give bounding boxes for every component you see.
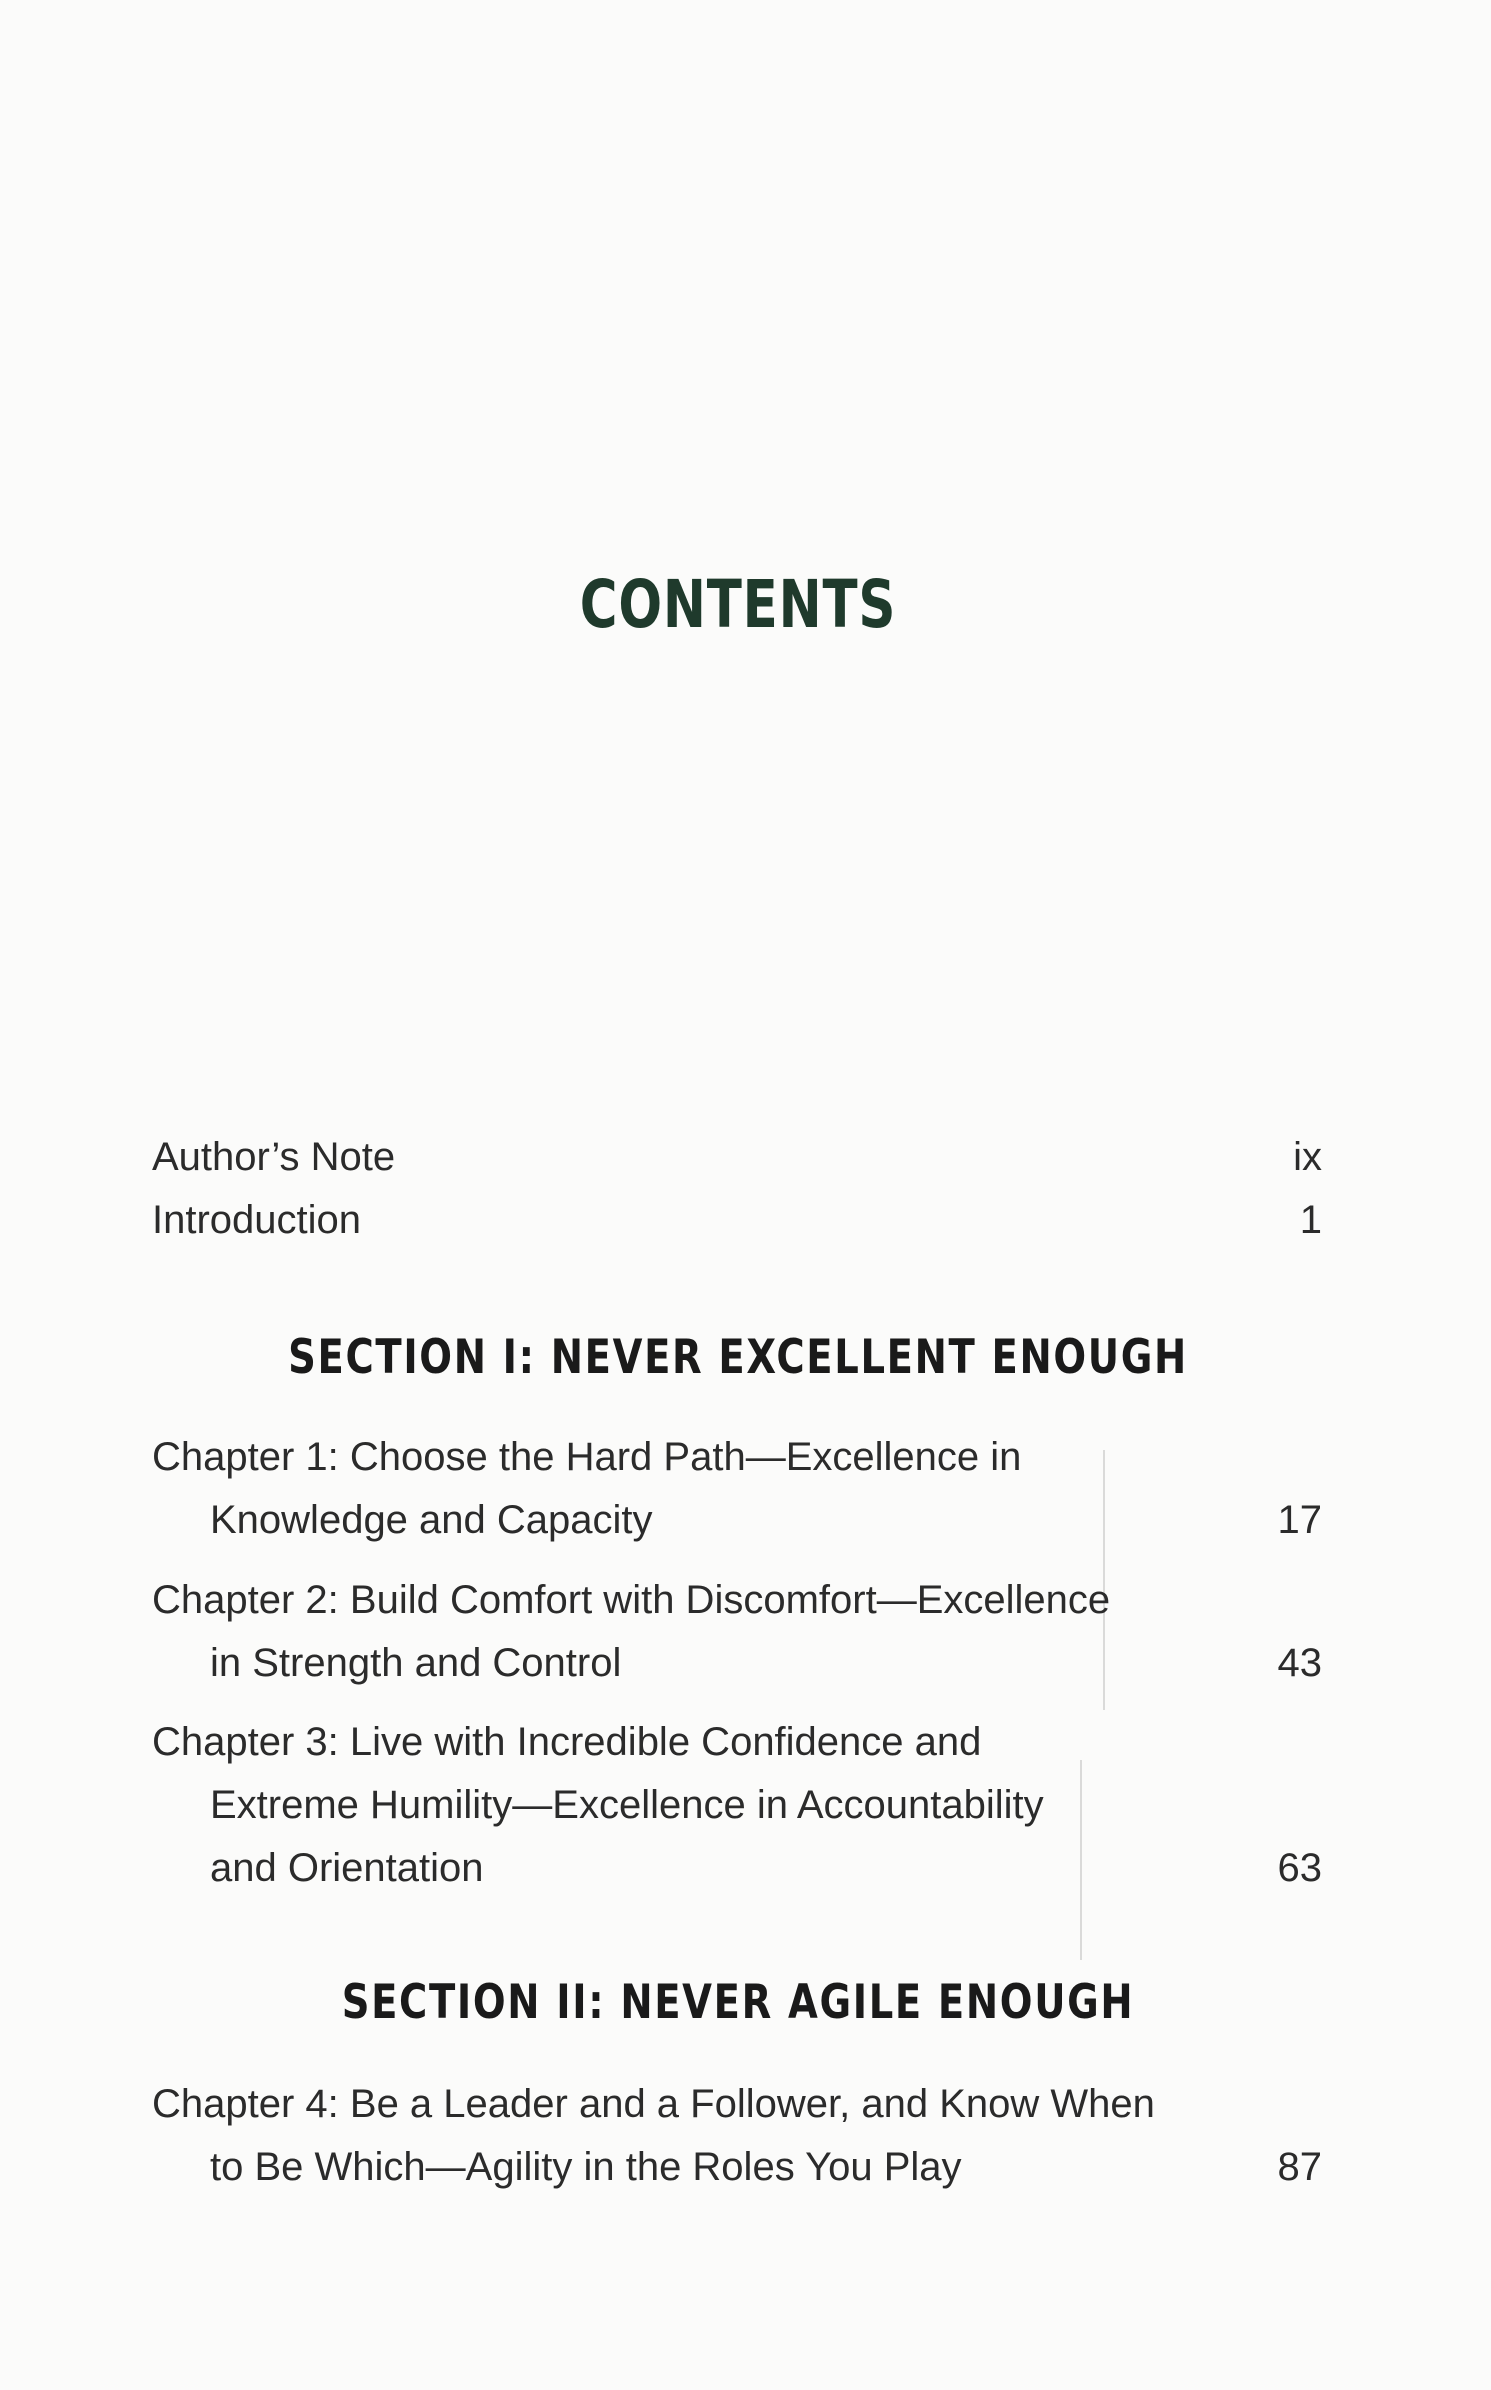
toc-entry-title <box>152 1126 1162 1189</box>
toc-entry-introduction[interactable] <box>152 1189 1322 1252</box>
toc-entry-chapter-1[interactable] <box>152 1426 1322 1552</box>
toc-entry-title-line: Author’s Note <box>152 1135 396 1179</box>
toc-entry-title-line: Chapter 3: Live with Incredible Confidence and <box>152 1720 982 1764</box>
section-heading-1: SECTION I: NEVER EXCELLENT ENOUGH <box>288 1330 1188 1385</box>
toc-entry-title <box>152 2073 1162 2199</box>
toc-entry-title <box>152 1426 1162 1552</box>
toc-entry-title <box>152 1189 1162 1252</box>
toc-entry-title <box>152 1569 1162 1695</box>
toc-entry-chapter-3[interactable] <box>152 1711 1322 1900</box>
toc-page-number: 1 <box>1299 1198 1322 1242</box>
section-heading-2: SECTION II: NEVER AGILE ENOUGH <box>341 1975 1135 2030</box>
toc-entry-title-line: Chapter 1: Choose the Hard Path—Excellence in <box>152 1435 1022 1479</box>
toc-page-number: 87 <box>1277 2145 1322 2189</box>
toc-page-number: 63 <box>1277 1846 1322 1890</box>
toc-page-number: ix <box>1293 1135 1322 1179</box>
toc-entry-authors-note[interactable] <box>152 1126 1322 1189</box>
toc-entry-title <box>152 1711 1162 1900</box>
toc-entry-title-line: Chapter 4: Be a Leader and a Follower, and Know When <box>152 2082 1155 2126</box>
toc-page-number: 43 <box>1277 1641 1322 1685</box>
toc-entry-chapter-2[interactable] <box>152 1569 1322 1695</box>
page-title: CONTENTS <box>579 566 897 643</box>
toc-entry-title-line: in Strength and Control <box>210 1641 622 1685</box>
toc-entry-title-line: Chapter 2: Build Comfort with Discomfort—Excellence <box>152 1578 1111 1622</box>
toc-entry-chapter-4[interactable] <box>152 2073 1322 2199</box>
toc-entry-title-line: to Be Which—Agility in the Roles You Play <box>210 2145 962 2189</box>
toc-entry-title-line: and Orientation <box>210 1846 484 1890</box>
toc-entry-title-line: Extreme Humility—Excellence in Accountability <box>210 1783 1044 1827</box>
toc-entry-title-line: Knowledge and Capacity <box>210 1498 653 1542</box>
toc-page-number: 17 <box>1277 1498 1322 1542</box>
toc-entry-title-line: Introduction <box>152 1198 362 1242</box>
